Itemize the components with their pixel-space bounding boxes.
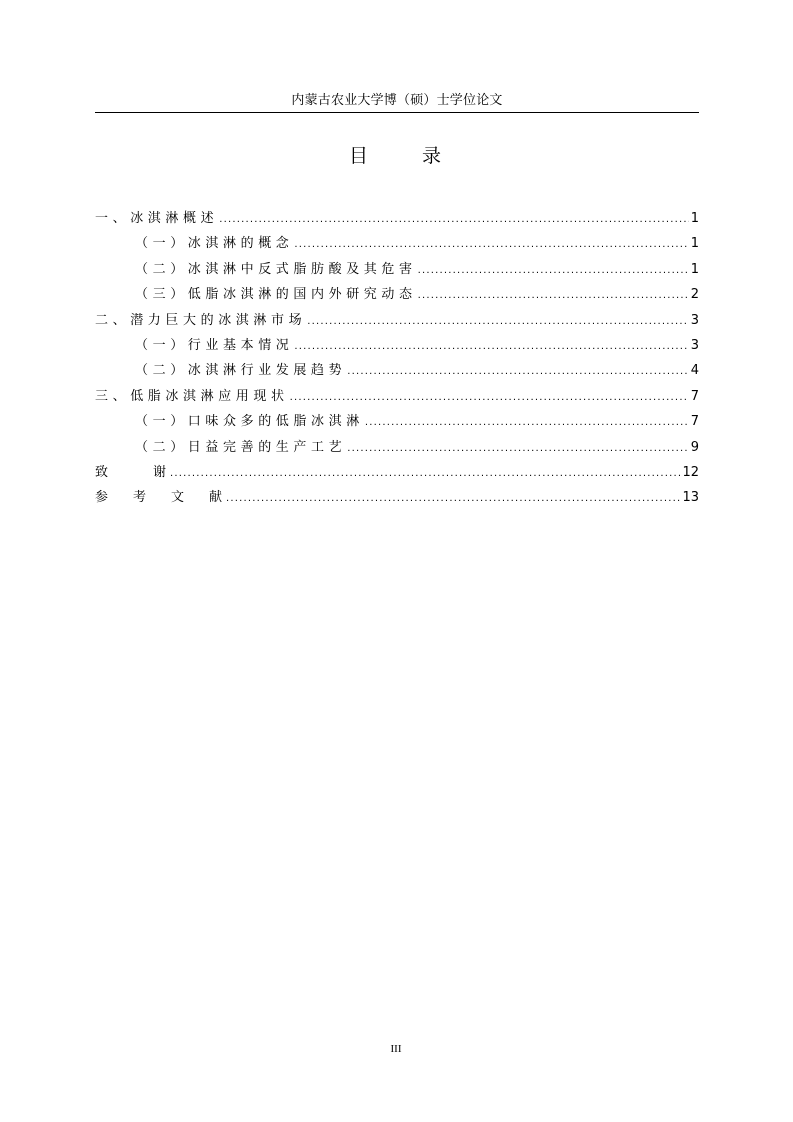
toc-entry-page: 9 [690, 439, 699, 455]
toc-entry[interactable] [95, 358, 699, 383]
toc-entry-page: 1 [690, 261, 699, 277]
toc-entry[interactable] [95, 231, 699, 256]
toc-entry-page: 7 [690, 414, 699, 430]
toc-entry-page: 1 [690, 236, 699, 252]
page-number: III [390, 1043, 402, 1055]
toc-leader-dots [418, 283, 689, 308]
toc-entry-page: 4 [690, 363, 699, 379]
toc-leader-dots [418, 258, 689, 283]
toc-entry-title-char: 文 [171, 490, 185, 506]
toc-entry[interactable] [95, 384, 699, 409]
table-of-contents [95, 206, 699, 511]
toc-title [320, 143, 480, 169]
toc-entry-title: 二、潜力巨大的冰淇淋市场 [95, 312, 307, 328]
toc-entry-title: （一）行业基本情况 [135, 337, 294, 353]
toc-entry-title-char: 谢 [153, 464, 167, 480]
toc-entry-title: （二）冰淇淋行业发展趋势 [135, 363, 347, 379]
toc-entry-page: 2 [690, 287, 699, 303]
toc-entry-title-char: 考 [133, 490, 147, 506]
toc-entry[interactable] [95, 308, 699, 333]
toc-entry-page: 3 [690, 337, 699, 353]
toc-entry-title: （三）低脂冰淇淋的国内外研究动态 [135, 287, 417, 303]
toc-entry-title-char: 参 [95, 490, 109, 506]
toc-leader-dots [347, 436, 689, 461]
toc-title-char-2: 录 [422, 145, 442, 167]
toc-entry[interactable] [95, 435, 699, 460]
toc-leader-dots [294, 334, 688, 359]
running-header: 内蒙古农业大学博（硕）士学位论文 [291, 93, 503, 108]
toc-entry-acknowledgements[interactable] [95, 460, 699, 485]
toc-entry-title: （二）冰淇淋中反式脂肪酸及其危害 [135, 261, 417, 277]
toc-entry-title-char: 致 [95, 464, 109, 480]
toc-entry-title-char: 献 [209, 490, 223, 506]
toc-entry-page: 1 [690, 211, 699, 226]
toc-entry-page: 12 [682, 464, 699, 480]
toc-entry[interactable] [95, 409, 699, 434]
toc-entry-title: 三、低脂冰淇淋应用现状 [95, 388, 289, 404]
toc-entry-title: 一、冰淇淋概述 [95, 211, 219, 226]
toc-leader-dots [365, 410, 689, 435]
toc-leader-dots [347, 359, 689, 384]
toc-leader-dots [294, 232, 688, 257]
toc-entry[interactable] [95, 206, 699, 231]
toc-entry-page: 13 [682, 490, 699, 506]
toc-title-char-1: 目 [349, 145, 369, 167]
toc-leader-dots [170, 461, 680, 486]
toc-entry-title [95, 485, 225, 510]
toc-entry-title: （一）冰淇淋的概念 [135, 236, 294, 252]
toc-leader-dots [219, 207, 689, 232]
toc-entry-page: 3 [690, 312, 699, 328]
toc-entry-title: （一）口味众多的低脂冰淇淋 [135, 414, 364, 430]
toc-leader-dots [290, 385, 689, 410]
toc-entry-title: （二）日益完善的生产工艺 [135, 439, 347, 455]
toc-leader-dots [307, 309, 689, 334]
toc-entry[interactable] [95, 333, 699, 358]
toc-entry-references[interactable] [95, 485, 699, 510]
toc-leader-dots [226, 486, 680, 511]
header-rule [95, 112, 699, 113]
toc-entry[interactable] [95, 282, 699, 307]
toc-entry-title [95, 460, 169, 485]
toc-entry-page: 7 [690, 388, 699, 404]
toc-entry[interactable] [95, 257, 699, 282]
